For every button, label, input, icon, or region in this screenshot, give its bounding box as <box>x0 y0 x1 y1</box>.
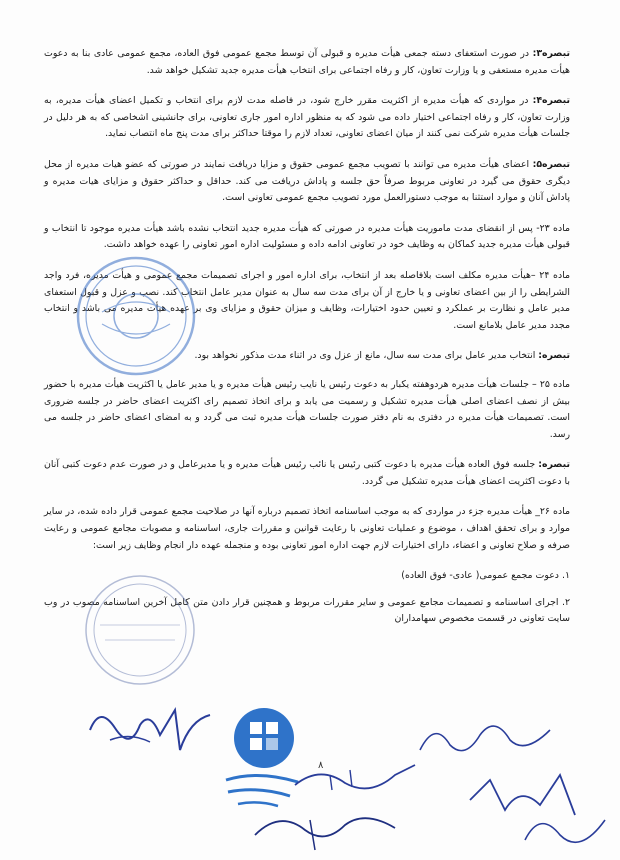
paragraph-4: ماده ۲۳- پس از انقضای مدت ماموریت هیأت مدیره در صورتی که هیأت مدیره جدید انتخاب نشده باشد هیأت مدیره موجود تا انتخاب و قبولی هیأت مدیره جدید کماکان به وظایف خود در تعاونی ادامه داده و مسئولیت اداره امور تعاونی را عهده خواهد داشت. <box>44 222 570 251</box>
paragraph-7: ماده ۲۵ – جلسات هیأت مدیره هردوهفته یکبار به دعوت رئیس یا نایب رئیس هیأت مدیره و یا مدیر عامل یا اکثریت هیأت مدیره با حضور بیش از نصف اعضای اصلی هیأت مدیره تشکیل و رسمیت می یابد و برای اتخاذ تصمیم رای اکثریت اعضای حاضر در جلسه ضروری است. تصمیمات هیأت مدیره در دفتری به نام دفتر صورت جلسات هیأت مدیره ثبت می گردد و به امضای اعضای حاضر در جلسه می رسد. <box>44 378 570 440</box>
signature-2 <box>290 745 430 805</box>
list-item-1: ۱. دعوت مجمع عمومی( عادی- فوق العاده) <box>401 570 570 582</box>
signature-1 <box>80 690 220 770</box>
paragraph-1: تبصره۳: در صورت استعفای دسته جمعی هیأت مدیره و قبولی آن توسط مجمع عمومی فوق العاده، مجمع عمومی عادی بنا به دعوت هیأت مدیره مستعفی و یا وزارت تعاون، کار و رفاه اجتماعی برای انتخاب هیأت مدیره جدید تشکیل خواهد شد. <box>44 48 570 76</box>
page-number: ۸ <box>318 760 324 771</box>
paragraph-8: تبصره: جلسه فوق العاده هیأت مدیره با دعوت کتبی رئیس یا نائب رئیس هیأت مدیره و یا مدیرعامل و در صورت عدم دعوت کتبی آنان با دعوت اکثریت اعضای هیأت مدیره تشکیل می گردد. <box>44 459 570 487</box>
paragraph-3: تبصره۵: اعضای هیأت مدیره می توانند با تصویب مجمع عمومی حقوق و مزایا دریافت نمایند در صورتی که عضو هیات مدیره از محل دیگری حقوق می گیرد در تعاونی مربوط صرفاً حق جلسه و پاداش دریافت می کند. حداقل و حداکثر حقوق و مزایای هیات مدیره و پاداش آنان و موارد استثنا به موجب دستورالعمل مورد تصویب مجمع عمومی تعاونی است. <box>44 158 570 204</box>
signature-5 <box>250 800 400 858</box>
paragraph-6: تبصره: انتخاب مدیر عامل برای مدت سه سال، مانع از عزل وی در اثناء مدت مذکور نخواهد بود. <box>194 350 570 362</box>
faint-seal-stamp <box>80 570 200 690</box>
round-seal-stamp <box>72 252 200 380</box>
paragraph-9: ماده ۲۶_ هیأت مدیره جزء در مواردی که به موجب اساسنامه اتخاذ تصمیم درباره آنها در صلاحیت مجمع عمومی قرار داده شده، در سایر موارد و برای تحقق اهداف ، موضوع و عملیات تعاونی با رعایت قوانین و مقررات جاری، اساسنامه و مصوبات مجامع عمومی و رعایت صرفه و صلاح تعاونی و اعضاء، دارای اختیارات لازم جهت اداره امور تعاونی بوده و منجمله عهده دار انجام وظایف زیر است: <box>44 506 570 551</box>
paragraph-5: ماده ۲۴ –هیأت مدیره مکلف است بلافاصله بعد از انتخاب، برای اداره امور و اجرای تصمیمات مجمع عمومی و هیأت مدیره، فرد واجد الشرایطی را از بین اعضای تعاونی و یا خارج از آن برای مدت سه سال به عنوان مدیر عامل انتخاب کند. نصب و عزل و قبول استعفای مدیر عامل و نظارت بر عملکرد و تعیین حدود اختیارات، وظایف و میزان حقوق و مزایای وی بر عهده هیأت مدیره می باشد و انتخاب مجدد مدیر عامل بلامانع است. <box>44 269 570 331</box>
paragraph-2: تبصره۴: در مواردی که هیأت مدیره از اکثریت مقرر خارج شود، در فاصله مدت لازم برای انتخاب و تکمیل اعضای هیأت مدیره، به وزارت تعاون، کار و رفاه اجتماعی اختیار داده می شود که به منظور اداره امور جاری تعاونی، برای جانشینی اشخاصی که به هر دلیل در جلسات هیأت مدیره شرکت نمی کنند از میان اعضای تعاونی، تعداد لازم را موقتا حداکثر برای مدت پنج ماه انتصاب نماید. <box>44 95 570 140</box>
list-item-2: ۲. اجرای اساسنامه و تصمیمات مجامع عمومی و سایر مقررات مربوط و همچنین قرار دادن متن کامل آخرین اساسنامه مصوب در وب سایت تعاونی در قسمت مخصوص سهامداران <box>44 596 570 625</box>
signature-6 <box>520 800 610 858</box>
